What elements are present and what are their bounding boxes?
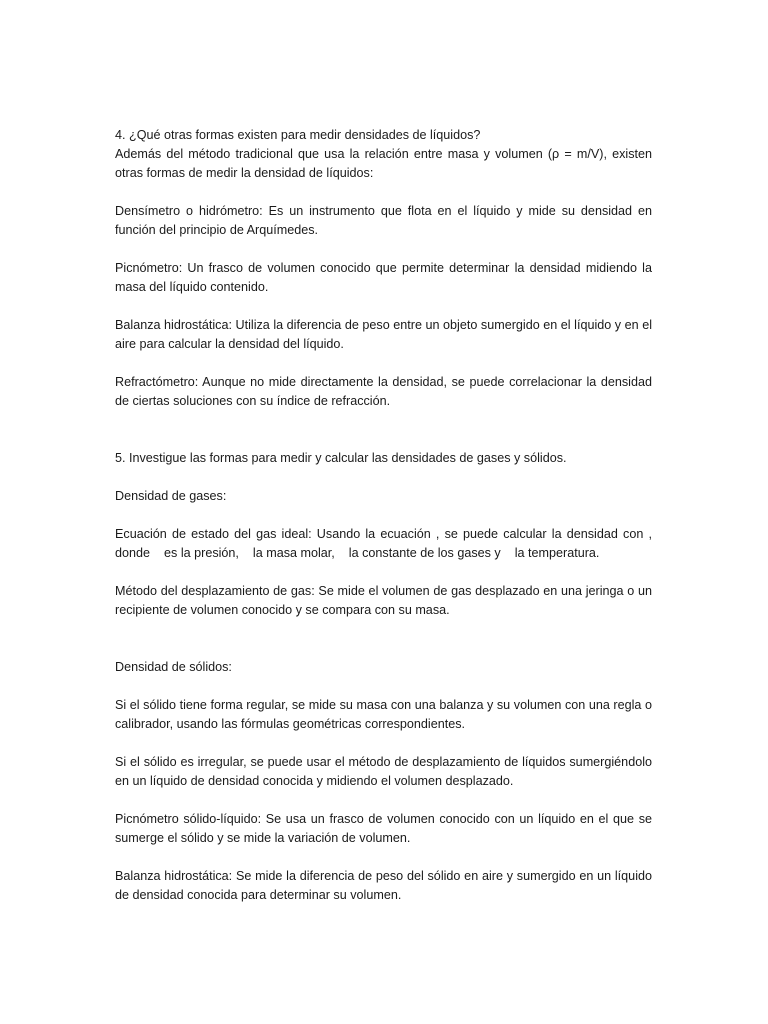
paragraph-picnometro: Picnómetro: Un frasco de volumen conocido que permite determinar la densidad midiendo la masa del líquido contenido. [115, 261, 652, 294]
solids-subtitle: Densidad de sólidos: [115, 660, 232, 674]
gases-subtitle: Densidad de gases: [115, 489, 227, 503]
paragraph-solido-regular: Si el sólido tiene forma regular, se mide su masa con una balanza y su volumen con una regla o calibrador, usando las fórmulas geométricas correspondientes. [115, 698, 652, 731]
paragraph-balanza-hidrostatica-liquidos: Balanza hidrostática: Utiliza la diferencia de peso entre un objeto sumergido en el líquido y en el aire para calcular la densidad del líquido. [115, 318, 652, 351]
paragraph-densimetro: Densímetro o hidrómetro: Es un instrumento que flota en el líquido y mide su densidad en función del principio de Arquímedes. [115, 204, 652, 237]
section-5-heading: 5. Investigue las formas para medir y calcular las densidades de gases y sólidos. [115, 451, 567, 465]
document-body [115, 126, 656, 905]
paragraph-desplazamiento-gas: Método del desplazamiento de gas: Se mide el volumen de gas desplazado en una jeringa o un recipiente de volumen conocido y se compara con su masa. [115, 584, 652, 617]
paragraph-picnometro-solido: Picnómetro sólido-líquido: Se usa un frasco de volumen conocido con un líquido en el que se sumerge el sólido y se mide la variación de volumen. [115, 812, 652, 845]
section-4-intro: Además del método tradicional que usa la relación entre masa y volumen (ρ = m/V), existen otras formas de medir la densidad de líquidos: [115, 147, 652, 180]
paragraph-solido-irregular: Si el sólido es irregular, se puede usar el método de desplazamiento de líquidos sumergiéndolo en un líquido de densidad conocida y midiendo el volumen desplazado. [115, 755, 652, 788]
paragraph-balanza-hidrostatica-solidos: Balanza hidrostática: Se mide la diferencia de peso del sólido en aire y sumergido en un líquido de densidad conocida para determinar su volumen. [115, 869, 652, 902]
paragraph-gas-ideal: Ecuación de estado del gas ideal: Usando la ecuación , se puede calcular la densidad con , donde es la presión, la masa molar, la constante de los gases y la temperatura. [115, 527, 656, 560]
paragraph-refractometro: Refractómetro: Aunque no mide directamente la densidad, se puede correlacionar la densidad de ciertas soluciones con su índice de refracción. [115, 375, 652, 408]
section-4-heading: 4. ¿Qué otras formas existen para medir densidades de líquidos? [115, 128, 481, 142]
